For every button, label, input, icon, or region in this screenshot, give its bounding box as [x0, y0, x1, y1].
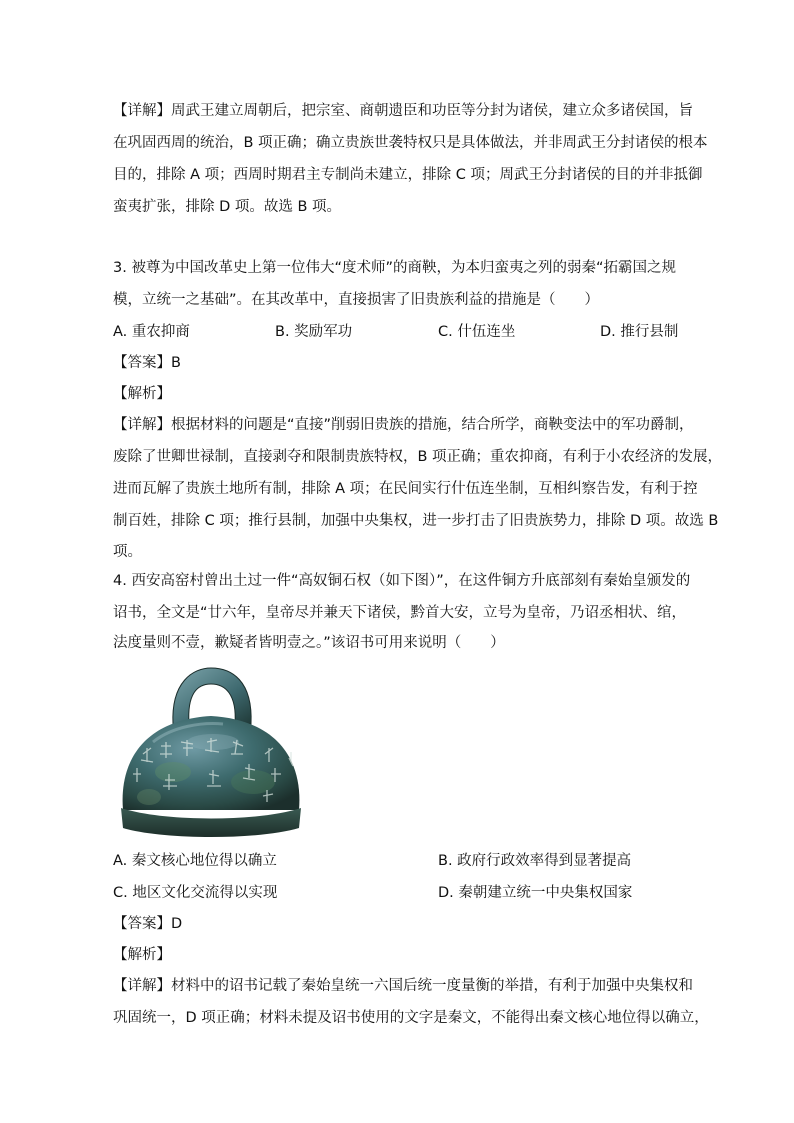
q3-option-a: A. 重农抑商 [113, 324, 190, 340]
q4-analysis-line-2: 巩固统一，D 项正确；材料未提及诏书使用的文字是秦文，不能得出秦文核心地位得以确立， [113, 1010, 709, 1026]
q2-analysis-line-4: 蛮夷扩张，排除 D 项。故选 B 项。 [113, 199, 342, 215]
q3-stem-line-2: 模，立统一之基础”。在其改革中，直接损害了旧贵族利益的措施是（ ） [113, 292, 600, 308]
q3-option-c: C. 什伍连坐 [438, 324, 516, 340]
bronze-weight-image [113, 662, 309, 840]
q3-analysis-line-5: 项。 [113, 544, 142, 560]
q2-analysis-line-3: 目的，排除 A 项；西周时期君主专制尚未建立，排除 C 项；周武王分封诸侯的目的并非抵御 [113, 167, 703, 183]
q3-analysis-line-3: 进而瓦解了贵族土地所有制，排除 A 项；在民间实行什伍连坐制，互相纠察告发，有利于控 [113, 481, 698, 497]
q3-analysis-label: 【解析】 [113, 386, 171, 402]
q4-stem-line-1: 4. 西安高窑村曾出土过一件“高奴铜石权（如下图）”，在这件铜方升底部刻有秦始皇颁发的 [113, 573, 691, 589]
q3-option-b: B. 奖励军功 [275, 324, 353, 340]
q3-analysis-line-2: 废除了世卿世禄制，直接剥夺和限制贵族特权，B 项正确；重农抑商，有利于小农经济的发展， [113, 449, 723, 465]
q4-analysis-line-1: 【详解】材料中的诏书记载了秦始皇统一六国后统一度量衡的举措，有利于加强中央集权和 [113, 978, 693, 994]
q3-stem-line-1: 3. 被尊为中国改革史上第一位伟大“度术师”的商鞅，为本归蛮夷之列的弱秦“拓霸国之规 [113, 260, 676, 276]
q4-option-b: B. 政府行政效率得到显著提高 [438, 853, 632, 869]
q4-stem-line-3: 法度量则不壹，歉疑者皆明壹之。”该诏书可用来说明（ ） [113, 635, 505, 651]
q4-stem-line-2: 诏书，全文是“廿六年，皇帝尽并兼天下诸侯，黔首大安，立号为皇帝，乃诏丞相状、绾， [113, 605, 687, 621]
q4-option-c: C. 地区文化交流得以实现 [113, 885, 278, 901]
q4-answer: 【答案】D [113, 916, 183, 932]
q3-option-d: D. 推行县制 [600, 324, 679, 340]
q4-analysis-label: 【解析】 [113, 947, 171, 963]
q3-analysis-line-4: 制百姓，排除 C 项；推行县制，加强中央集权，进一步打击了旧贵族势力，排除 D 项。故选 B [113, 513, 719, 529]
q3-analysis-line-1: 【详解】根据材料的问题是“直接”削弱旧贵族的措施，结合所学，商鞅变法中的军功爵制， [113, 417, 694, 433]
q4-option-d: D. 秦朝建立统一中央集权国家 [438, 885, 633, 901]
q4-option-a: A. 秦文核心地位得以确立 [113, 853, 277, 869]
q2-analysis-line-1: 【详解】周武王建立周朝后，把宗室、商朝遗臣和功臣等分封为诸侯，建立众多诸侯国，旨 [113, 103, 693, 119]
q3-answer: 【答案】B [113, 355, 181, 371]
q2-analysis-line-2: 在巩固西周的统治，B 项正确；确立贵族世袭特权只是具体做法，并非周武王分封诸侯的根本 [113, 135, 708, 151]
